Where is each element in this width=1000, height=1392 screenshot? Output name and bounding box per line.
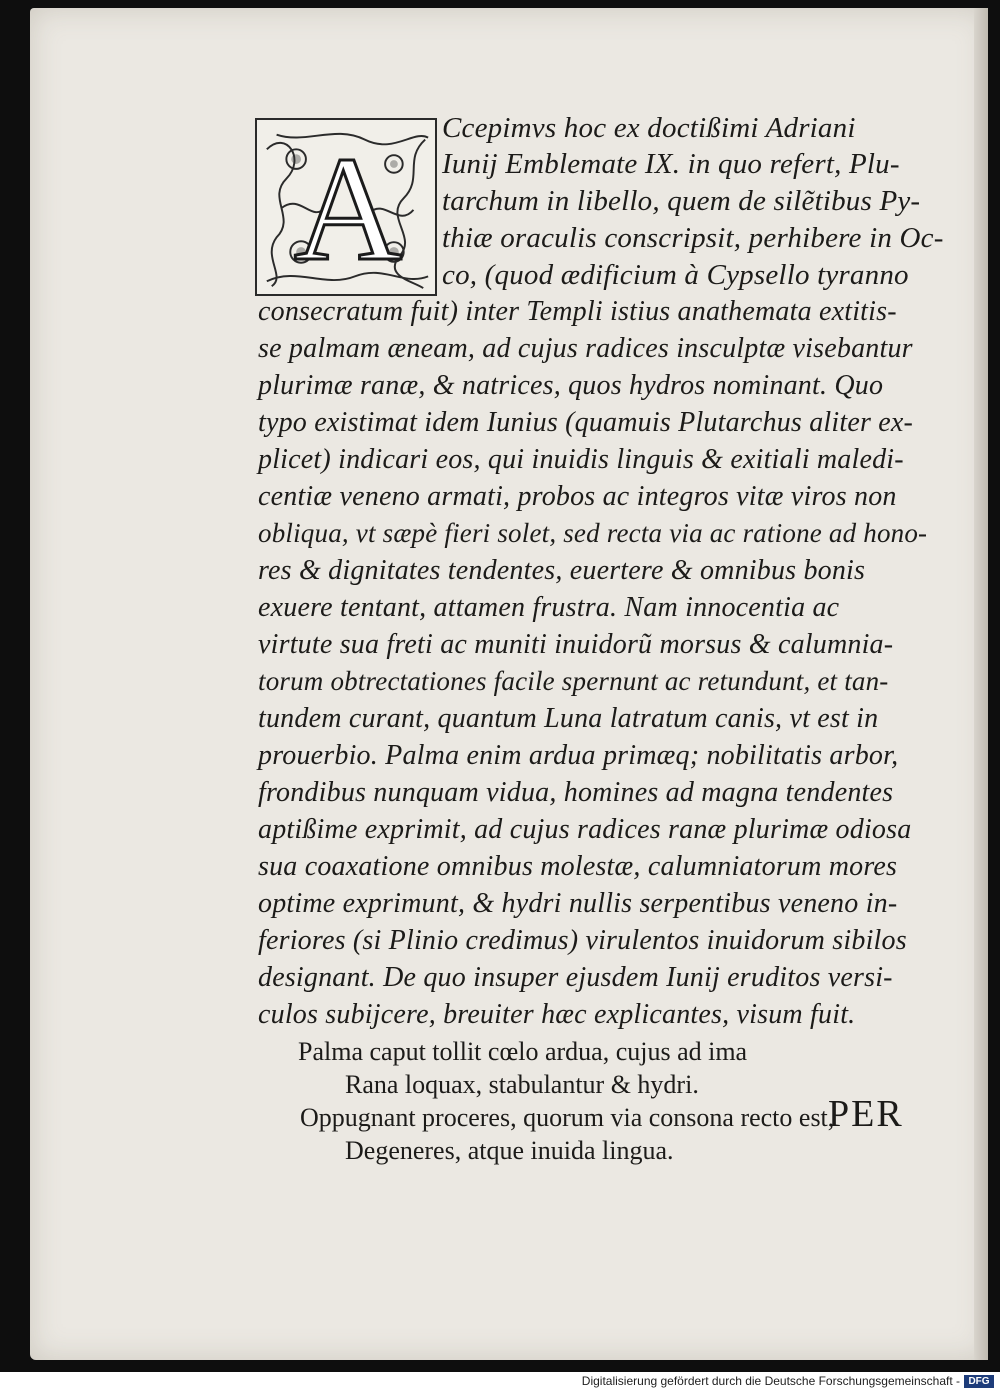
text-line: optime exprimunt, & hydri nullis serpentibus veneno in- <box>258 888 898 919</box>
text-line: plicet) indicari eos, qui inuidis linguis & exitiali maledi- <box>258 444 904 475</box>
text-line: torum obtrectationes facile spernunt ac retundunt, et tan- <box>258 666 889 696</box>
text-line: Iunij Emblemate IX. in quo refert, Plu- <box>442 148 900 180</box>
footer-bar <box>0 1372 1000 1392</box>
text-line: centiæ veneno armati, probos ac integros vitæ viros non <box>258 481 897 512</box>
text-line: res & dignitates tendentes, euertere & omnibus bonis <box>258 555 866 586</box>
text-line: prouerbio. Palma enim ardua primæq; nobilitatis arbor, <box>258 740 899 771</box>
text-line: consecratum fuit) inter Templi istius anathemata extitis- <box>258 296 897 327</box>
verse-line: Rana loquax, stabulantur & hydri. <box>345 1070 699 1099</box>
text-line: plurimæ ranæ, & natrices, quos hydros nominant. Quo <box>258 370 884 401</box>
text-line: tundem curant, quantum Luna latratum canis, vt est in <box>258 703 879 734</box>
text-line: frondibus nunquam vidua, homines ad magna tendentes <box>258 777 894 808</box>
text-line: virtute sua freti ac muniti inuidorũ morsus & calumnia- <box>258 629 894 660</box>
page-edge <box>974 8 988 1360</box>
text-line: designant. De quo insuper ejusdem Iunij eruditos versi- <box>258 962 893 993</box>
text-line: Ccepimvs hoc ex doctißimi Adriani <box>442 112 856 144</box>
decorated-initial <box>255 118 437 296</box>
text-line: sua coaxatione omnibus molestæ, calumniatorum mores <box>258 851 898 882</box>
text-line: exuere tentant, attamen frustra. Nam innocentia ac <box>258 592 840 623</box>
text-line: thiæ oraculis conscripsit, perhibere in Oc- <box>442 222 944 254</box>
text-line: se palmam æneam, ad cujus radices insculptæ visebantur <box>258 333 913 364</box>
text-line: typo existimat idem Iunius (quamuis Plutarchus aliter ex- <box>258 407 914 438</box>
verse-line: Palma caput tollit cœlo ardua, cujus ad ima <box>298 1037 748 1066</box>
text-line: feriores (si Plinio credimus) virulentos inuidorum sibilos <box>258 925 907 956</box>
text-line: co, (quod ædificium à Cypsello tyranno <box>442 259 909 291</box>
catchword: PER <box>828 1093 904 1135</box>
verse-line: Degeneres, atque inuida lingua. <box>345 1136 674 1165</box>
initial-letter: A <box>293 126 403 292</box>
text-line: aptißime exprimit, ad cujus radices ranæ plurimæ odiosa <box>258 814 912 845</box>
footer-text: Digitalisierung gefördert durch die Deutsche Forschungsgemeinschaft - <box>581 1374 960 1388</box>
text-line: tarchum in libello, quem de silẽtibus Py- <box>442 185 921 217</box>
text-line: culos subijcere, breuiter hæc explicantes, visum fuit. <box>258 999 856 1030</box>
dfg-logo: DFG <box>964 1375 994 1388</box>
verse-line: Oppugnant proceres, quorum via consona recto est, <box>300 1103 835 1132</box>
text-line: obliqua, vt sæpè fieri solet, sed recta via ac ratione ad hono- <box>258 518 928 548</box>
